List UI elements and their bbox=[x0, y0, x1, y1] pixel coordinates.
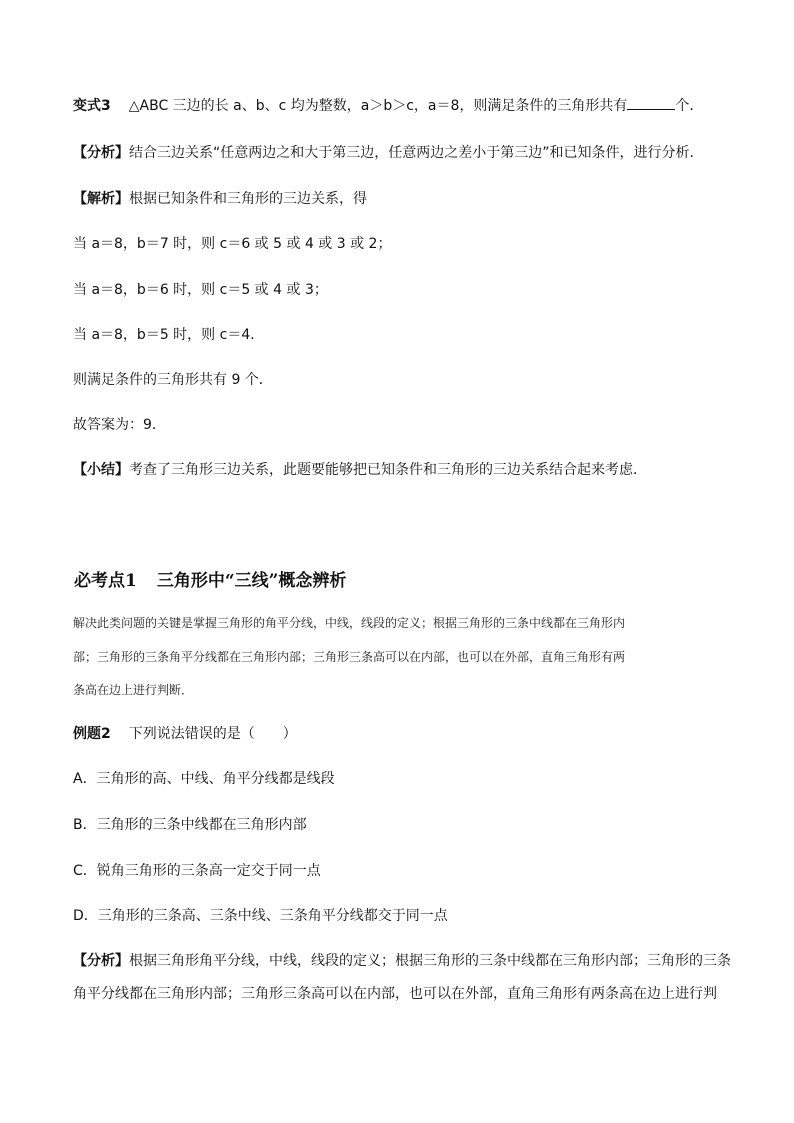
answer-blank[interactable] bbox=[627, 97, 675, 110]
section-title: 三角形中“三线”概念辨析 bbox=[156, 571, 347, 591]
solution-label: 【解析】 bbox=[73, 191, 129, 207]
section-note-line-2: 部；三角形的三条角平分线都在三角形内部；三角形三条高可以在内部，也可以在外部，直角三角形有两 bbox=[73, 650, 626, 664]
section-note-line-3: 条高在边上进行判断． bbox=[73, 683, 194, 697]
summary-text: 考查了三角形三边关系，此题要能够把已知条件和三角形的三边关系结合起来考虑． bbox=[129, 462, 647, 478]
analysis2-line-1: 根据三角形角平分线，中线，线段的定义；根据三角形的三条中线都在三角形内部；三角形的三条 bbox=[129, 953, 731, 969]
summary-paragraph bbox=[73, 459, 647, 479]
option-d[interactable]: D．三角形的三条高、三条中线、三条角平分线都交于同一点 bbox=[73, 908, 448, 924]
solution-step-2: 当 a＝8，b＝6 时，则 c＝5 或 4 或 3； bbox=[73, 282, 328, 298]
variant3-label: 变式3 bbox=[73, 98, 111, 114]
analysis-label: 【分析】 bbox=[73, 145, 129, 161]
variant3-text: △ABC 三边的长 a、b、c 均为整数，a＞b＞c，a＝8，则满足条件的三角形共有 bbox=[128, 98, 628, 114]
option-b[interactable]: B．三角形的三条中线都在三角形内部 bbox=[73, 817, 307, 833]
example2-label: 例题2 bbox=[73, 726, 111, 742]
solution-step-3: 当 a＝8，b＝5 时，则 c＝4． bbox=[73, 327, 265, 343]
analysis2-label: 【分析】 bbox=[73, 953, 129, 969]
analysis2-paragraph bbox=[73, 950, 731, 970]
solution-step-1: 当 a＝8，b＝7 时，则 c＝6 或 5 或 4 或 3 或 2； bbox=[73, 236, 392, 252]
solution-text: 根据已知条件和三角形的三边关系，得 bbox=[129, 191, 367, 207]
solution-paragraph bbox=[73, 188, 367, 208]
solution-conclusion: 则满足条件的三角形共有 9 个． bbox=[73, 372, 273, 388]
variant3-suffix: 个． bbox=[675, 98, 704, 114]
analysis-paragraph bbox=[73, 142, 704, 162]
option-c[interactable]: C．锐角三角形的三条高一定交于同一点 bbox=[73, 863, 321, 879]
section-heading bbox=[74, 566, 346, 591]
section-note-line-1: 解决此类问题的关键是掌握三角形的角平分线，中线，线段的定义；根据三角形的三条中线都在三角形内 bbox=[73, 616, 626, 630]
summary-label: 【小结】 bbox=[73, 462, 129, 478]
analysis2-line-2: 角平分线都在三角形内部；三角形三条高可以在内部，也可以在外部，直角三角形有两条高在边上进行判 bbox=[73, 986, 717, 1002]
section-label: 必考点1 bbox=[74, 571, 137, 591]
answer-line: 故答案为：9． bbox=[73, 417, 166, 433]
example2-text: 下列说法错误的是（ ） bbox=[128, 726, 297, 742]
option-a[interactable]: A．三角形的高、中线、角平分线都是线段 bbox=[73, 771, 335, 787]
analysis-text: 结合三边关系“任意两边之和大于第三边，任意两边之差小于第三边”和已知条件，进行分析． bbox=[129, 145, 704, 161]
variant3-question bbox=[73, 95, 703, 115]
example2-question bbox=[73, 723, 297, 743]
